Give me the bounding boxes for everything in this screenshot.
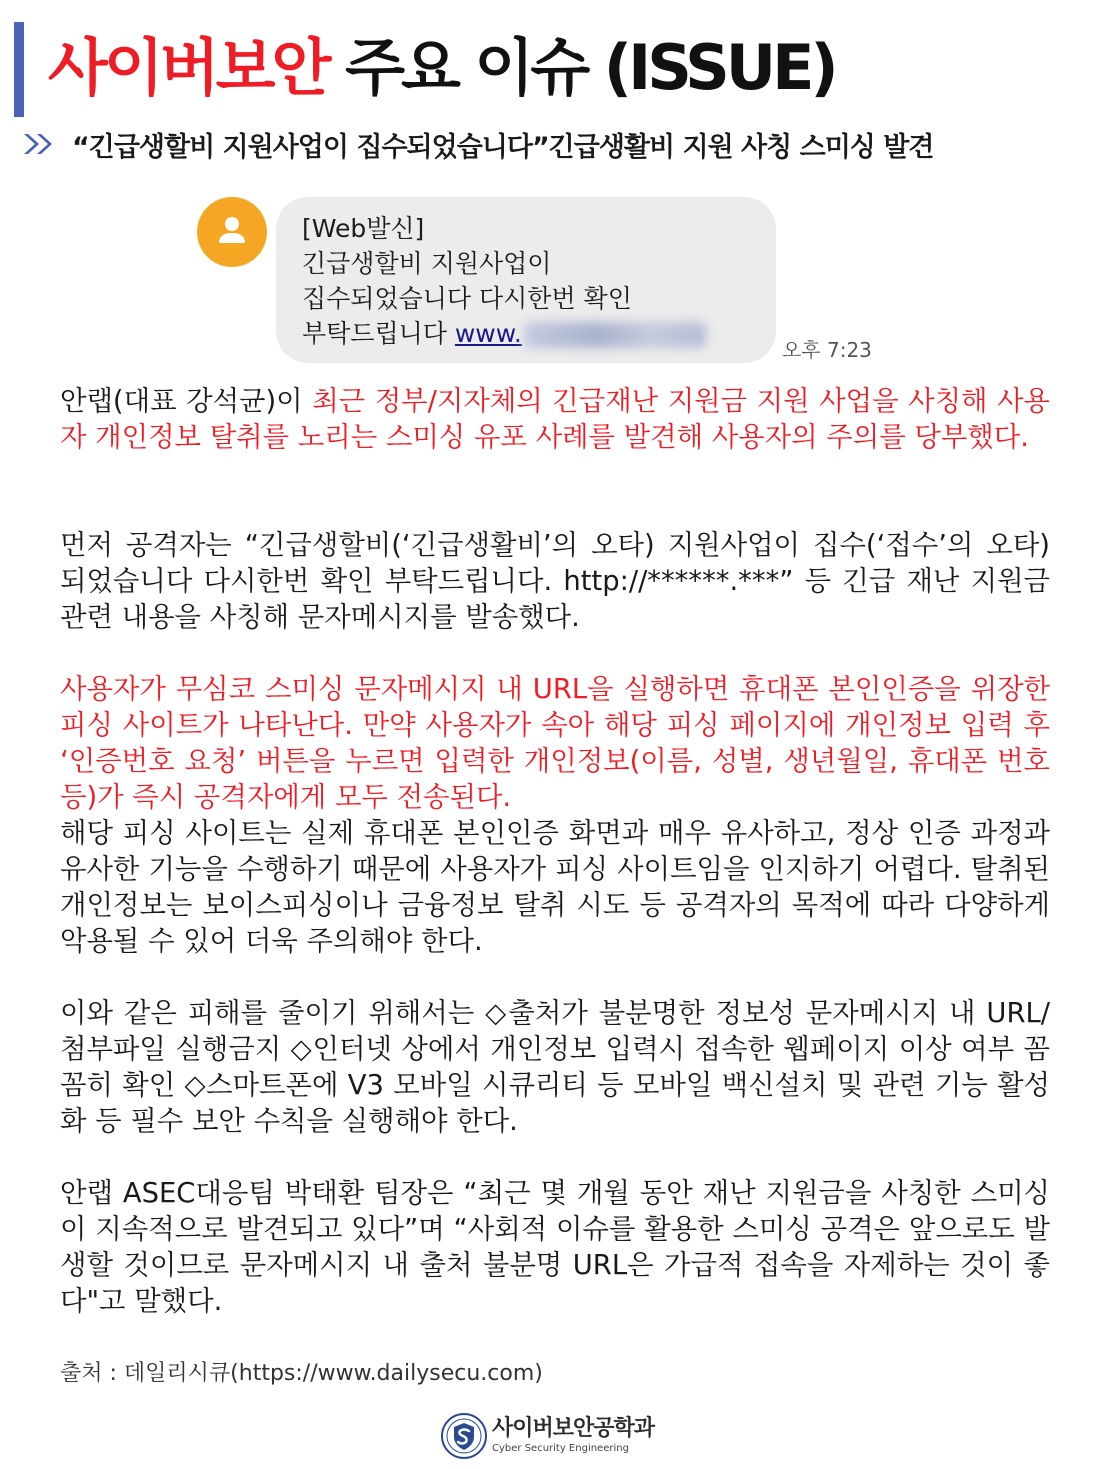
p3-plain: 해당 피싱 사이트는 실제 휴대폰 본인인증 화면과 매우 유사하고, 정상 인증 과정과 유사한 기능을 수행하기 때문에 사용자가 피싱 사이트임을 인지하기 어렵다. 탈취된 개인정보는 보이스피싱이나 금융정보 탈취 시도 등 공격자의 목적에 따라 다양하게 악용될 수 있어 더욱 주의해야 한다. [60, 818, 1050, 957]
subtitle [22, 124, 933, 164]
title-rest: 주요 이슈 (ISSUE) [345, 31, 835, 104]
sms-line: [Web발신] [302, 214, 425, 243]
sms-line-prefix: 부탁드립니다 [302, 319, 455, 348]
sms-line: 긴급생할비 지원사업이 [302, 249, 552, 278]
p3-highlight: 사용자가 무심코 스미싱 문자메시지 내 URL을 실행하면 휴대폰 본인인증을 위장한 피싱 사이트가 나타난다. 만약 사용자가 속아 해당 피싱 페이지에 개인정보 입력 후 ‘인증번호 요청’ 버튼을 누르면 입력한 개인정보(이름, 성별, 생년월일, 휴대폰 번호 등)가 즉시 공격자에게 모두 전송된다. [60, 674, 1050, 813]
p1-plain: 안랩(대표 강석균)이 [60, 386, 313, 417]
person-icon [197, 197, 267, 267]
source-citation: 출처 : 데일리시큐(https://www.dailysecu.com) [60, 1361, 543, 1386]
article-paragraph-4: 이와 같은 피해를 줄이기 위해서는 ◇출처가 불분명한 정보성 문자메시지 내 URL/첨부파일 실행금지 ◇인터넷 상에서 개인정보 입력시 접속한 웹페이지 이상 여부 꼼꼼히 확인 ◇스마트폰에 V3 모바일 시큐리티 등 모바일 백신설치 및 관련 기능 활성화 등 필수 보안 수칙을 실행해야 한다. [60, 998, 1050, 1137]
article-paragraph-2: 먼저 공격자는 “긴급생할비(‘긴급생활비’의 오타) 지원사업이 집수(‘접수’의 오타)되었습니다 다시한번 확인 부탁드립니다. http://******.***” 등 긴급 재난 지원금 관련 내용을 사칭해 문자메시지를 발송했다. [60, 530, 1050, 633]
subtitle-text: “긴급생할비 지원사업이 집수되었습니다”긴급생활비 지원 사칭 스미싱 발견 [72, 131, 934, 163]
sms-line [302, 316, 750, 351]
sender-avatar [197, 197, 267, 267]
blurred-url [524, 322, 706, 348]
shield-emblem-icon [440, 1412, 488, 1460]
page-title [48, 22, 835, 114]
department-logo [440, 1412, 654, 1460]
sms-bubble [276, 197, 776, 363]
article-paragraph-5: 안랩 ASEC대응팀 박태환 팀장은 “최근 몇 개월 동안 재난 지원금을 사칭한 스미싱이 지속적으로 발견되고 있다”며 “사회적 이슈를 활용한 스미싱 공격은 앞으로도 발생할 것이므로 문자메시지 내 출처 불분명 URL은 가급적 접속을 자제하는 것이 좋다"고 말했다. [60, 1178, 1050, 1317]
p1-highlight: 최근 정부/지자체의 긴급재난 지원금 지원 사업을 사칭해 사용자 개인정보 탈취를 노리는 스미싱 유포 사례를 발견해 사용자의 주의를 당부했다. [60, 386, 1050, 453]
title-highlight: 사이버보안 [48, 31, 328, 104]
double-chevron-icon [22, 132, 56, 156]
article-paragraph-3 [60, 672, 1050, 960]
sms-timestamp: 오후 7:23 [782, 338, 872, 362]
department-name: 사이버보안공학과 [492, 1416, 655, 1441]
title-accent-bar [14, 22, 24, 117]
department-name-en: Cyber Security Engineering [492, 1443, 629, 1454]
sms-line: 집수되었습니다 다시한번 확인 [302, 284, 632, 313]
article-paragraph-1 [60, 384, 1050, 456]
sms-link[interactable]: www. [454, 319, 522, 348]
